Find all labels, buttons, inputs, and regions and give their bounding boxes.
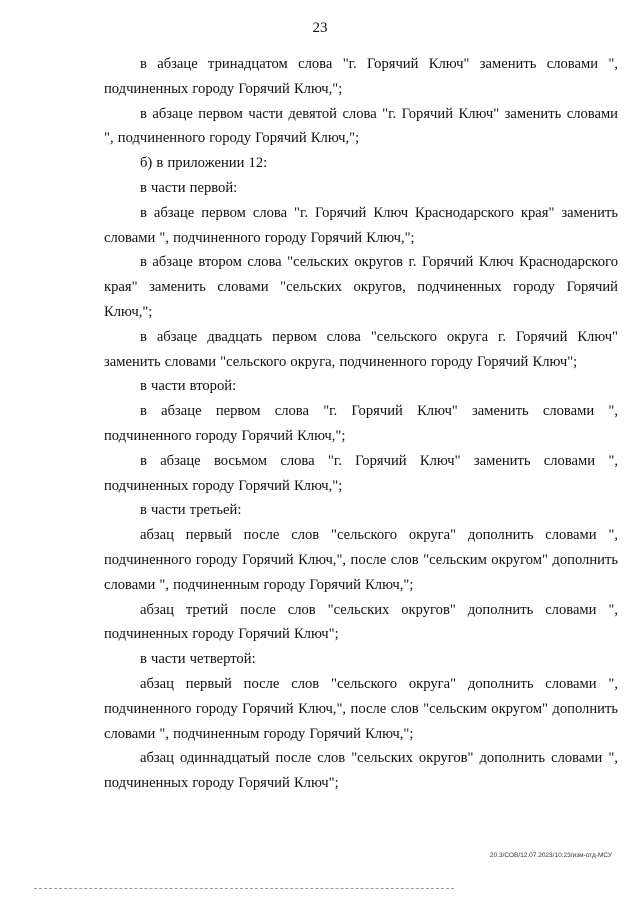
paragraph: в части третьей: — [140, 502, 242, 519]
paragraph: в абзаце первом слова "г. Горячий Ключ" заменить словами ", подчиненного городу Горячий Ключ,"; — [104, 403, 618, 444]
paragraph: абзац третий после слов "сельских округов" дополнить словами ", подчиненных городу Горячий Ключ"; — [104, 601, 618, 643]
footer-document-code: 20.3/СОВ/12.07.2023/10:23/изм-отд-МСУ — [489, 852, 612, 859]
document-body — [104, 52, 618, 796]
scan-artifact-divider — [34, 888, 454, 889]
page-number: 23 — [312, 20, 328, 36]
paragraph: в части второй: — [140, 378, 237, 395]
paragraph: б) в приложении 12: — [140, 155, 268, 172]
paragraph: в части четвертой: — [140, 651, 256, 668]
paragraph: в абзаце восьмом слова "г. Горячий Ключ" заменить словами ", подчиненных городу Горячий Ключ,"; — [104, 452, 618, 494]
paragraph: в абзаце первом слова "г. Горячий Ключ Краснодарского края" заменить словами ", подчиненного городу Горячий Ключ,"; — [104, 204, 618, 246]
paragraph: абзац первый после слов "сельского округа" дополнить словами ", подчиненного городу Горячий Ключ,", после слов "сельским округом" дополнить словами ", подчиненным городу Горячий Ключ,"; — [104, 675, 618, 742]
paragraph: в абзаце втором слова "сельских округов г. Горячий Ключ Краснодарского края" заменить словами "сельских округов, подчиненных городу Горячий Ключ,"; — [104, 254, 618, 320]
paragraph: в части первой: — [140, 179, 238, 196]
paragraph: в абзаце первом части девятой слова "г. Горячий Ключ" заменить словами ", подчиненного городу Горячий Ключ,"; — [104, 105, 618, 147]
paragraph: абзац одиннадцатый после слов "сельских округов" дополнить словами ", подчиненных городу Горячий Ключ"; — [104, 750, 618, 792]
paragraph: абзац первый после слов "сельского округа" дополнить словами ", подчиненного городу Горячий Ключ,", после слов "сельским округом" дополнить словами ", подчиненным городу Горячий Ключ,"; — [104, 527, 618, 593]
paragraph: в абзаце тринадцатом слова "г. Горячий Ключ" заменить словами ", подчиненных городу Горячий Ключ,"; — [104, 56, 618, 97]
paragraph: в абзаце двадцать первом слова "сельского округа г. Горячий Ключ" заменить словами "сельского округа, подчиненного городу Горячий Ключ"; — [104, 328, 618, 370]
